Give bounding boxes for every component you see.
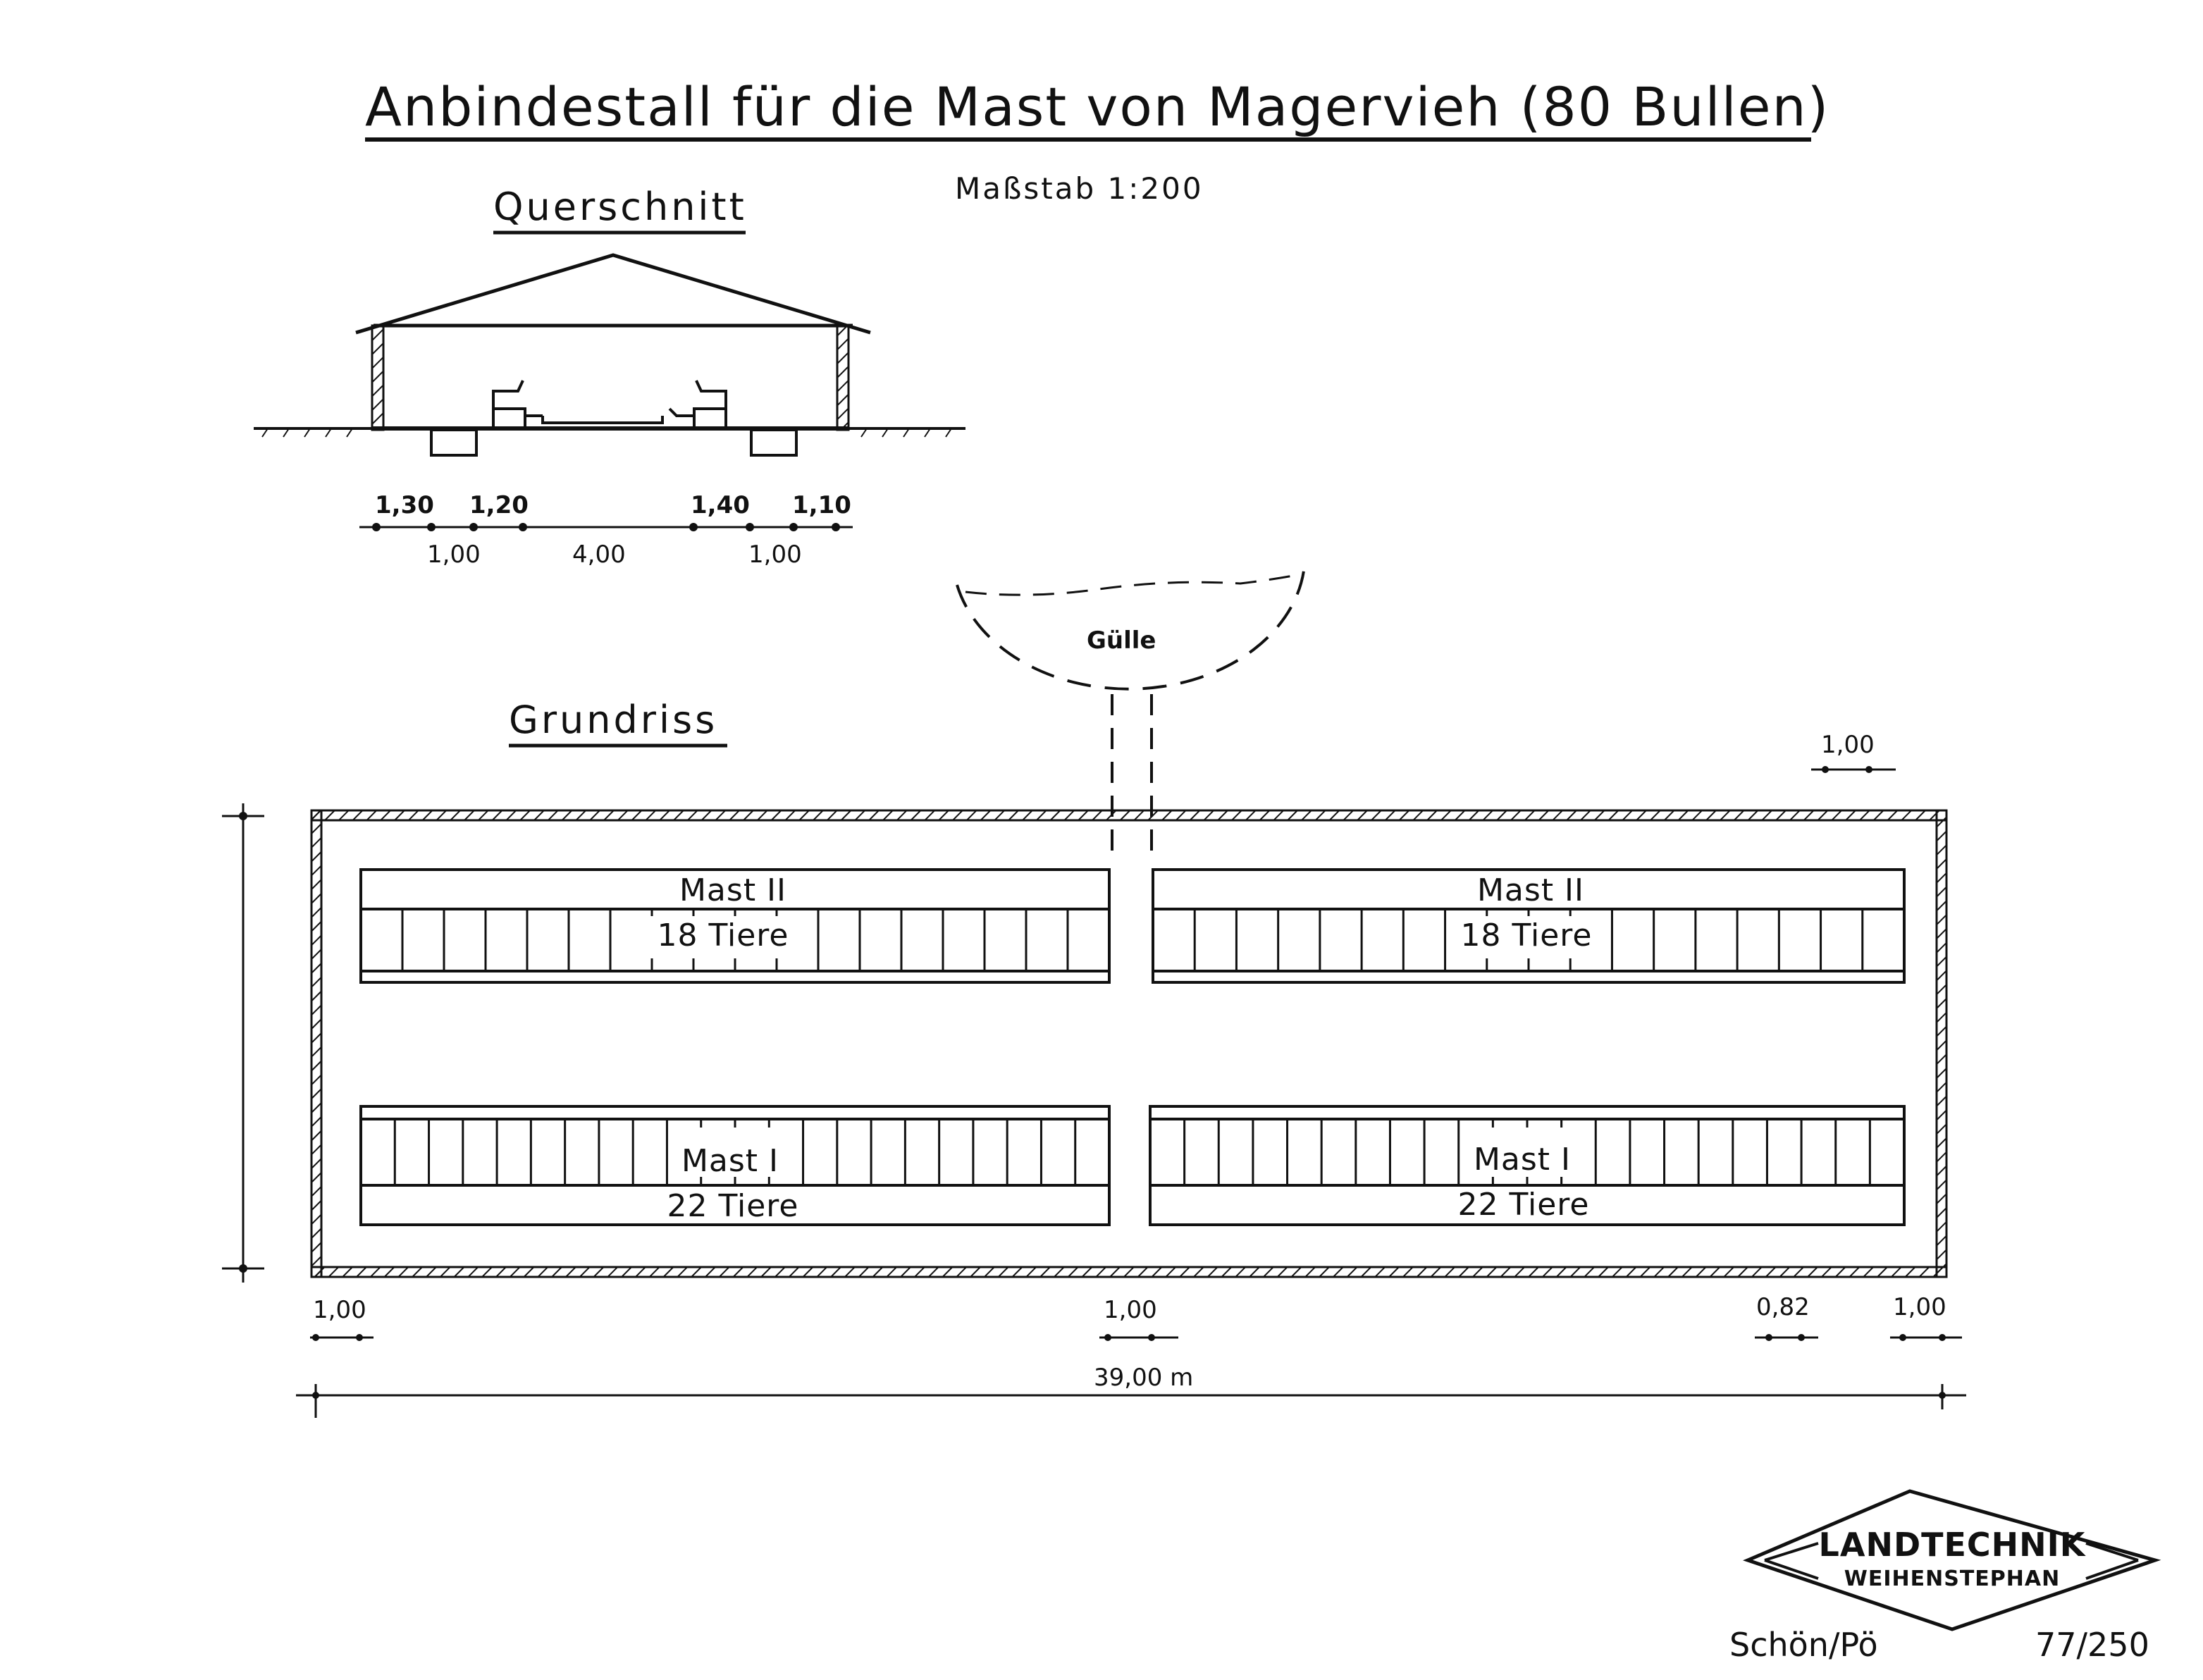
roof-outline bbox=[356, 255, 870, 333]
wall-bottom bbox=[311, 1267, 1946, 1277]
right-wall bbox=[837, 326, 849, 430]
wall-left bbox=[311, 810, 321, 1277]
pen-bottom-left-count: 22 Tiere bbox=[667, 1188, 799, 1224]
tank-label: Gülle bbox=[1087, 626, 1156, 655]
center-feed-alley bbox=[543, 416, 662, 423]
dim-bottom-1: 1,00 bbox=[313, 1296, 366, 1324]
dim-1-00-left: 1,00 bbox=[427, 541, 481, 569]
cross-section-heading: Querschnitt bbox=[493, 185, 747, 229]
total-length: 39,00 m bbox=[1094, 1364, 1194, 1392]
pen-bottom-left-name: Mast I bbox=[681, 1143, 779, 1179]
dim-4-00: 4,00 bbox=[572, 541, 626, 569]
dim-top-right: 1,00 bbox=[1821, 731, 1875, 759]
drawing-title: Anbindestall für die Mast von Magervieh (80 Bullen) bbox=[365, 75, 1830, 138]
pen-bottom-right-count: 22 Tiere bbox=[1457, 1187, 1590, 1223]
pen-top-right-count: 18 Tiere bbox=[1460, 918, 1593, 953]
floor-plan-heading: Grundriss bbox=[509, 698, 718, 742]
dim-1-40: 1,40 bbox=[691, 491, 750, 519]
cross-section bbox=[254, 185, 965, 569]
right-trough bbox=[669, 381, 726, 428]
floor-plan bbox=[222, 698, 1966, 1418]
pen-top-left-name: Mast II bbox=[679, 872, 787, 908]
wall-right bbox=[1937, 810, 1946, 1277]
left-trough bbox=[493, 381, 543, 428]
logo-line-1: LANDTECHNIK bbox=[1818, 1526, 2086, 1564]
dim-1-00-right: 1,00 bbox=[748, 541, 802, 569]
landtechnik-logo bbox=[1748, 1491, 2155, 1629]
dim-1-10: 1,10 bbox=[792, 491, 851, 519]
dim-bottom-3: 0,82 bbox=[1756, 1293, 1810, 1321]
scale-label: Maßstab 1:200 bbox=[955, 171, 1204, 206]
pen-top-left-count: 18 Tiere bbox=[657, 918, 789, 953]
left-wall bbox=[372, 326, 383, 430]
pen-bottom-right-name: Mast I bbox=[1473, 1142, 1572, 1178]
right-manure-channel bbox=[751, 430, 796, 455]
dim-bottom-4: 1,00 bbox=[1893, 1293, 1946, 1321]
dim-bottom-2: 1,00 bbox=[1104, 1296, 1157, 1324]
left-manure-channel bbox=[431, 430, 476, 455]
logo-line-2: WEIHENSTEPHAN bbox=[1844, 1567, 2061, 1591]
tank-surface bbox=[965, 574, 1300, 595]
pen-top-right-name: Mast II bbox=[1476, 872, 1585, 908]
drawing-number: 77/250 bbox=[2035, 1626, 2149, 1664]
dim-1-20: 1,20 bbox=[469, 491, 529, 519]
dim-1-30: 1,30 bbox=[375, 491, 434, 519]
author-initials: Schön/Pö bbox=[1729, 1626, 1878, 1664]
wall-top bbox=[311, 810, 1946, 820]
